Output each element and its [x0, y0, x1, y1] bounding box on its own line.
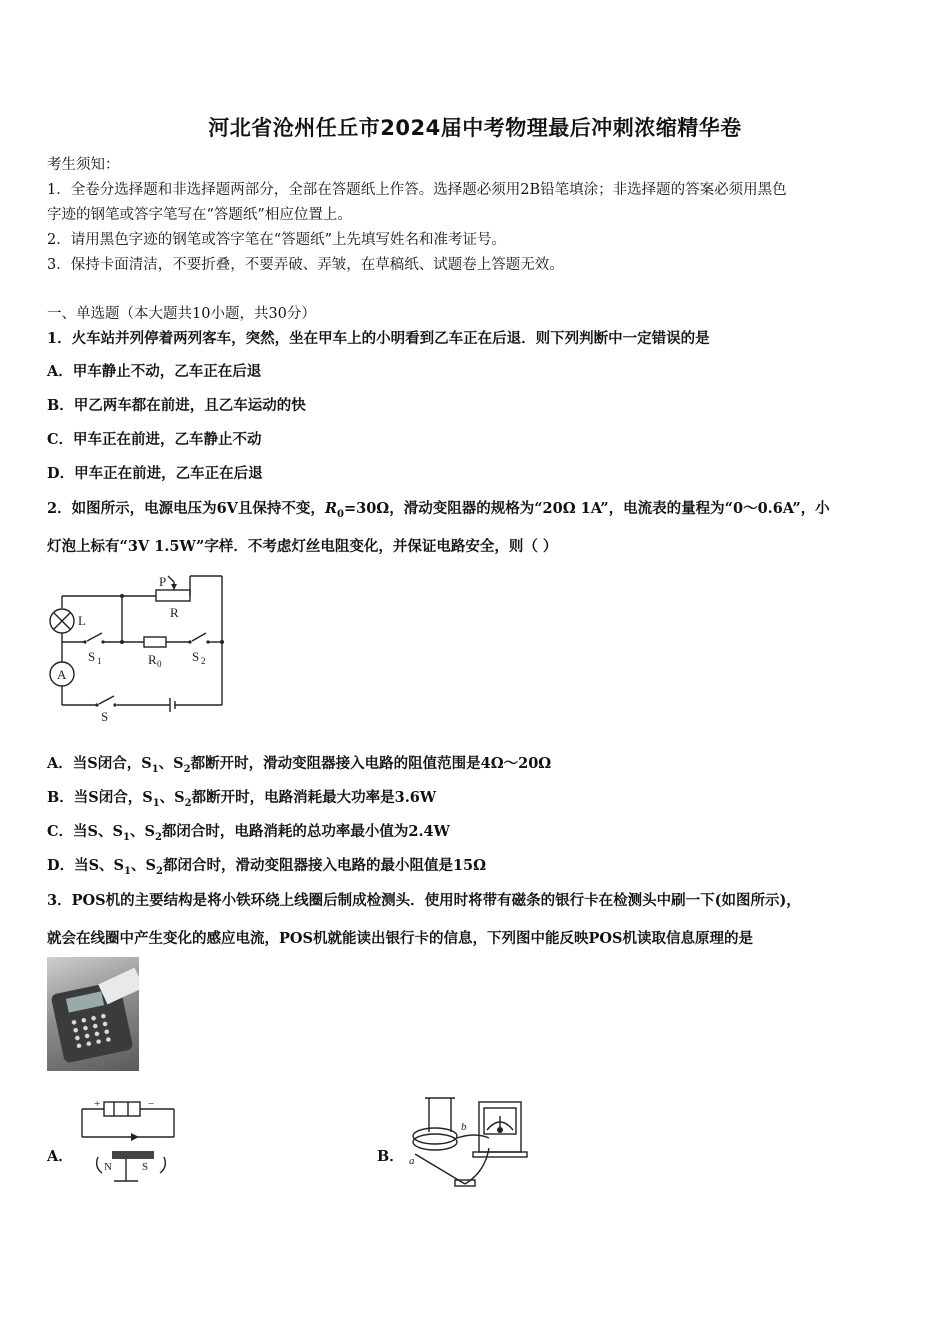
notice-line-1b: 字迹的钢笔或答字笔写在“答题纸”相应位置上。	[47, 207, 352, 223]
q2-option-a-sub-1: 1	[151, 763, 159, 775]
q1-stem: 1．火车站并列停着两列客车，突然，坐在甲车上的小明看到乙车正在后退．则下列判断中一定错误的是	[47, 330, 710, 347]
fig-a-n: N	[104, 1161, 112, 1173]
notice-line-3: 3．保持卡面清洁，不要折叠，不要弄破、弄皱，在草稿纸、试题卷上答题无效。	[47, 257, 564, 273]
q2-option-d	[47, 854, 486, 877]
q2-option-d-part-3: 都闭合时，滑动变阻器接入电路的最小阻值是15Ω	[162, 857, 487, 874]
q3-option-a-figure	[76, 1097, 180, 1189]
fig-a-plus: +	[94, 1098, 101, 1110]
circuit-label-r0-sub: 0	[157, 659, 162, 669]
fig-b-b: b	[461, 1121, 467, 1133]
q2-option-b-sub-1: 1	[152, 797, 160, 809]
q2-option-d-sub-1: 1	[124, 865, 131, 877]
q2-stem-line-2: 灯泡上标有“3V 1.5W”字样．不考虑灯丝电阻变化，并保证电路安全，则（ ）	[47, 538, 558, 555]
q2-option-c	[47, 820, 450, 843]
circuit-label-s: S	[101, 709, 109, 722]
q2-option-b	[47, 786, 436, 809]
q2-option-b-part-3: 都断开时，电路消耗最大功率是3.6W	[191, 789, 437, 806]
section-heading: 一、单选题（本大题共10小题，共30分）	[47, 306, 316, 322]
q2-option-a-sub-2: 2	[183, 763, 191, 775]
q2-option-a-part-1: A．当S闭合，S	[47, 755, 152, 772]
pos-machine-photo	[47, 957, 139, 1071]
notice-line-2: 2．请用黑色字迹的钢笔或答字笔在“答题纸”上先填写姓名和准考证号。	[47, 232, 507, 248]
q3-stem-line-1: 3．POS机的主要结构是将小铁环绕上线圈后制成检测头．使用时将带有磁条的银行卡在检测头中刷一下(如图所示)，	[47, 892, 801, 909]
q2-option-d-sub-2: 2	[155, 865, 163, 877]
q2-stem-line-1	[47, 497, 830, 520]
circuit-label-r: R	[170, 605, 179, 620]
q2-option-c-part-3: 都闭合时，电路消耗的总功率最小值为2.4W	[161, 823, 450, 840]
circuit-label-s1: S	[88, 649, 96, 664]
q2-option-c-part-1: C．当S、S	[47, 823, 123, 840]
circuit-label-ammeter: A	[57, 667, 67, 682]
circuit-label-s2: S	[192, 649, 200, 664]
circuit-label-s2-sub: 2	[201, 656, 206, 666]
q1-option-d: D．甲车正在前进，乙车正在后退	[47, 465, 263, 482]
q2-stem-r0-sub: 0	[337, 508, 344, 520]
q2-option-b-part-2: 、S	[159, 789, 185, 806]
q2-option-b-sub-2: 2	[184, 797, 192, 809]
q1-option-a: A．甲车静止不动，乙车正在后退	[47, 363, 262, 380]
q1-option-c: C．甲车正在前进，乙车静止不动	[47, 431, 262, 448]
q2-option-d-part-1: D．当S、S	[47, 857, 125, 874]
q2-circuit-diagram	[44, 570, 234, 722]
q3-option-b-label: B．	[377, 1148, 404, 1165]
q3-stem-line-2: 就会在线圈中产生变化的感应电流，POS机就能读出银行卡的信息，下列图中能反映POS机读取信息原理的是	[47, 930, 754, 947]
q2-option-c-sub-1: 1	[122, 831, 130, 843]
circuit-label-l: L	[78, 613, 86, 628]
fig-b-a: a	[409, 1155, 415, 1167]
q2-stem-part-b: =30Ω，滑动变阻器的规格为“20Ω 1A”，电流表的量程为“0～0.6A”，小	[343, 500, 830, 517]
q3-option-a-label: A．	[47, 1148, 73, 1165]
q2-option-a-part-2: 、S	[158, 755, 184, 772]
q3-option-b-figure	[405, 1092, 529, 1192]
fig-a-minus: −	[148, 1098, 155, 1110]
notice-line-1: 1．全卷分选择题和非选择题两部分，全部在答题纸上作答。选择题必须用2B铅笔填涂；非选择题的答案必须用黑色	[47, 182, 787, 198]
fig-a-s: S	[142, 1161, 149, 1173]
q2-option-a-part-3: 都断开时，滑动变阻器接入电路的阻值范围是4Ω～20Ω	[190, 755, 552, 772]
q2-option-c-sub-2: 2	[154, 831, 162, 843]
page-title: 河北省沧州任丘市2024届中考物理最后冲刺浓缩精华卷	[208, 116, 742, 140]
q2-option-d-part-2: 、S	[131, 857, 156, 874]
q2-stem-r0: R	[324, 500, 337, 517]
q2-option-a	[47, 752, 551, 775]
circuit-label-r0: R	[148, 652, 157, 667]
circuit-label-s1-sub: 1	[97, 656, 102, 666]
q2-option-b-part-1: B．当S闭合，S	[47, 789, 153, 806]
q2-option-c-part-2: 、S	[129, 823, 155, 840]
circuit-label-p: P	[159, 574, 167, 589]
q2-stem-part-a: 2．如图所示，电源电压为6V且保持不变，	[47, 500, 325, 517]
notice-heading: 考生须知：	[47, 157, 120, 173]
q1-option-b: B．甲乙两车都在前进，且乙车运动的快	[47, 397, 306, 414]
